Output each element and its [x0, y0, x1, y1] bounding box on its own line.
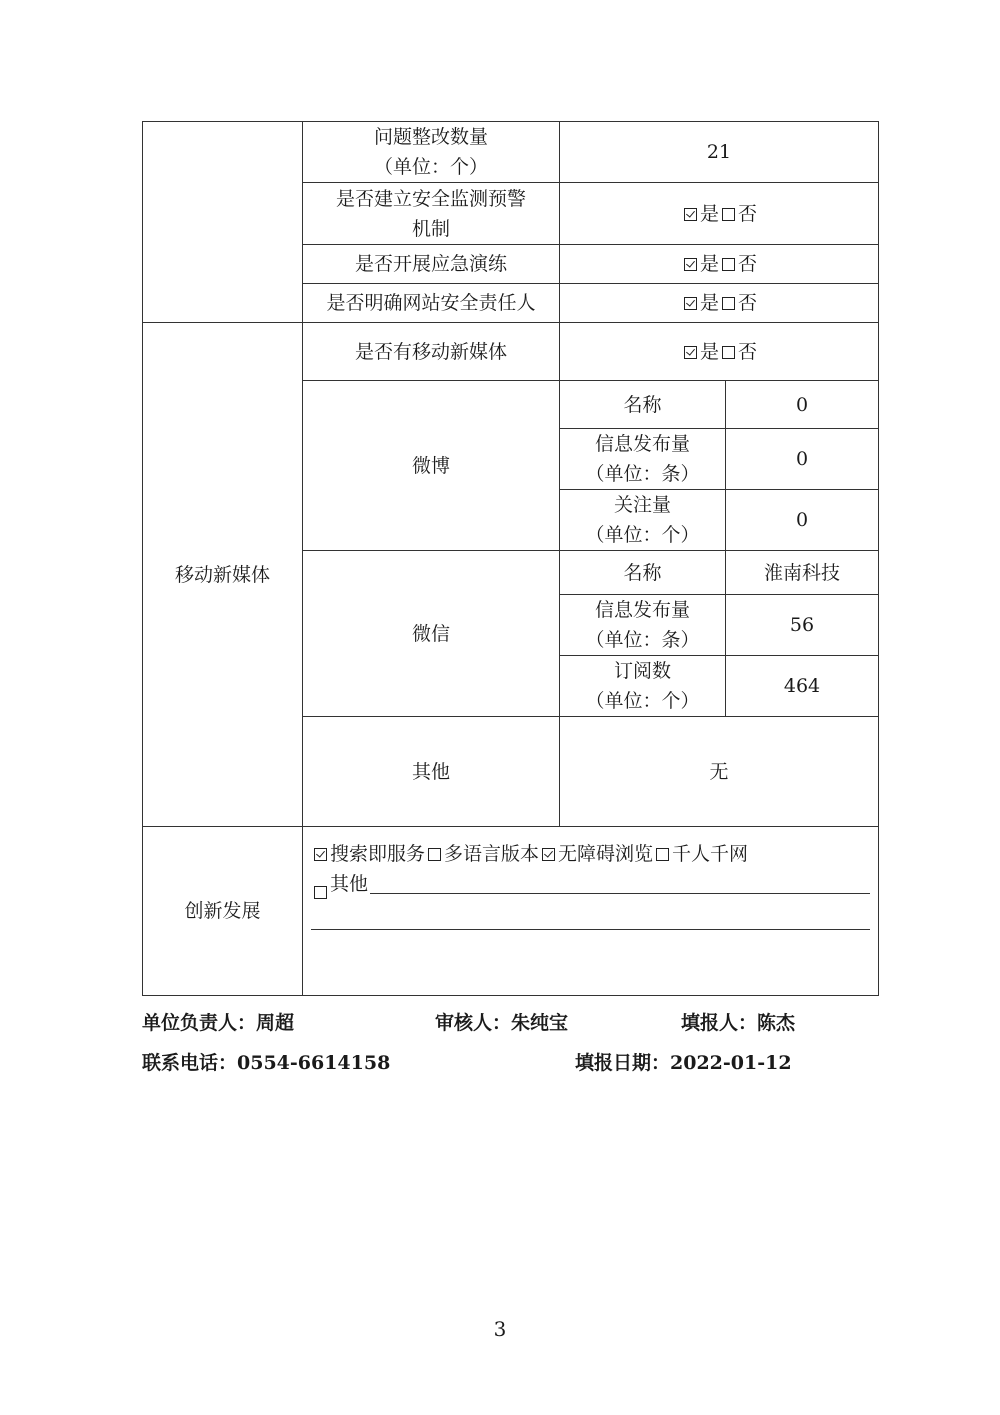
other-innovation-label: 其他 [330, 873, 369, 895]
drill-yes-label: 是 [699, 253, 719, 275]
multilingual-checkbox[interactable] [428, 848, 441, 861]
personalized-checkbox[interactable] [656, 848, 669, 861]
table-row [143, 827, 879, 996]
rectification-unit: （单位：个） [373, 156, 488, 178]
responsible-yes-checkbox[interactable] [684, 297, 697, 310]
weibo-posts-label: 信息发布量 [594, 433, 690, 455]
weibo-followers-label-cell [560, 490, 726, 551]
wechat-name-label: 名称 [560, 551, 726, 595]
table-row [143, 122, 879, 183]
responsible-choice [560, 284, 879, 323]
unit-head: 单位负责人：周超 [142, 1012, 295, 1034]
rectification-label-cell [303, 122, 560, 183]
monitoring-no-checkbox[interactable] [722, 208, 735, 221]
wechat-subscribers-unit: （单位：个） [585, 690, 700, 712]
search-service-checkbox[interactable] [314, 848, 327, 861]
drill-choice [560, 245, 879, 284]
wechat-posts-unit: （单位：条） [585, 629, 700, 651]
other-innovation-checkbox[interactable] [314, 886, 327, 899]
multilingual-label: 多语言版本 [444, 843, 540, 865]
filler: 填报人：陈杰 [681, 1012, 796, 1034]
report-table [142, 121, 879, 996]
weibo-posts-unit: （单位：条） [585, 463, 700, 485]
responsible-label: 是否明确网站安全责任人 [303, 284, 560, 323]
search-service-label: 搜索即服务 [330, 843, 426, 865]
monitoring-label-cell [303, 183, 560, 245]
rectification-value: 21 [560, 122, 879, 183]
monitoring-no-label: 否 [738, 202, 758, 225]
monitoring-choice [560, 183, 879, 245]
security-section-cell [143, 122, 303, 323]
monitoring-label-cont: 机制 [411, 217, 450, 240]
wechat-posts-label-cell [560, 595, 726, 656]
responsible-no-label: 否 [738, 292, 758, 314]
drill-yes-checkbox[interactable] [684, 258, 697, 271]
innovation-other-line [311, 869, 870, 899]
accessibility-checkbox[interactable] [542, 848, 555, 861]
wechat-posts-value: 56 [726, 595, 879, 656]
monitoring-yes-checkbox[interactable] [684, 208, 697, 221]
other-innovation-input-line[interactable] [370, 892, 870, 894]
mobile-section-label: 移动新媒体 [143, 323, 303, 827]
wechat-label: 微信 [303, 551, 560, 717]
monitoring-yes-label: 是 [699, 202, 719, 225]
weibo-followers-value: 0 [726, 490, 879, 551]
contact-phone: 联系电话：0554-6614158 [142, 1052, 391, 1074]
innovation-options [303, 827, 879, 996]
weibo-posts-label-cell [560, 429, 726, 490]
drill-no-label: 否 [738, 253, 758, 275]
table-row [143, 323, 879, 381]
weibo-label: 微博 [303, 381, 560, 551]
wechat-posts-label: 信息发布量 [594, 599, 690, 621]
drill-no-checkbox[interactable] [722, 258, 735, 271]
responsible-no-checkbox[interactable] [722, 297, 735, 310]
drill-label: 是否开展应急演练 [303, 245, 560, 284]
weibo-followers-label: 关注量 [613, 494, 671, 516]
monitoring-label: 是否建立安全监测预警 [335, 187, 526, 210]
rectification-label: 问题整改数量 [373, 126, 488, 148]
has-media-label: 是否有移动新媒体 [303, 323, 560, 381]
other-media-value: 无 [560, 717, 879, 827]
weibo-name-label: 名称 [560, 381, 726, 429]
page-number: 3 [493, 1317, 507, 1341]
weibo-name-value: 0 [726, 381, 879, 429]
has-media-no-checkbox[interactable] [722, 346, 735, 359]
personalized-label: 千人千网 [672, 843, 749, 865]
other-innovation-blank-line[interactable] [311, 929, 870, 930]
wechat-subscribers-value: 464 [726, 656, 879, 717]
innovation-options-line [311, 839, 870, 869]
accessibility-label: 无障碍浏览 [558, 843, 654, 865]
other-media-label: 其他 [303, 717, 560, 827]
wechat-subscribers-label: 订阅数 [613, 660, 671, 682]
wechat-subscribers-label-cell [560, 656, 726, 717]
has-media-yes-checkbox[interactable] [684, 346, 697, 359]
has-media-choice [560, 323, 879, 381]
report-date: 填报日期：2022-01-12 [575, 1052, 792, 1074]
innovation-label: 创新发展 [143, 827, 303, 996]
weibo-posts-value: 0 [726, 429, 879, 490]
has-media-yes-label: 是 [699, 340, 719, 363]
responsible-yes-label: 是 [699, 292, 719, 314]
wechat-name-value: 淮南科技 [726, 551, 879, 595]
reviewer: 审核人：朱纯宝 [435, 1012, 569, 1034]
has-media-no-label: 否 [738, 340, 758, 363]
weibo-followers-unit: （单位：个） [585, 524, 700, 546]
